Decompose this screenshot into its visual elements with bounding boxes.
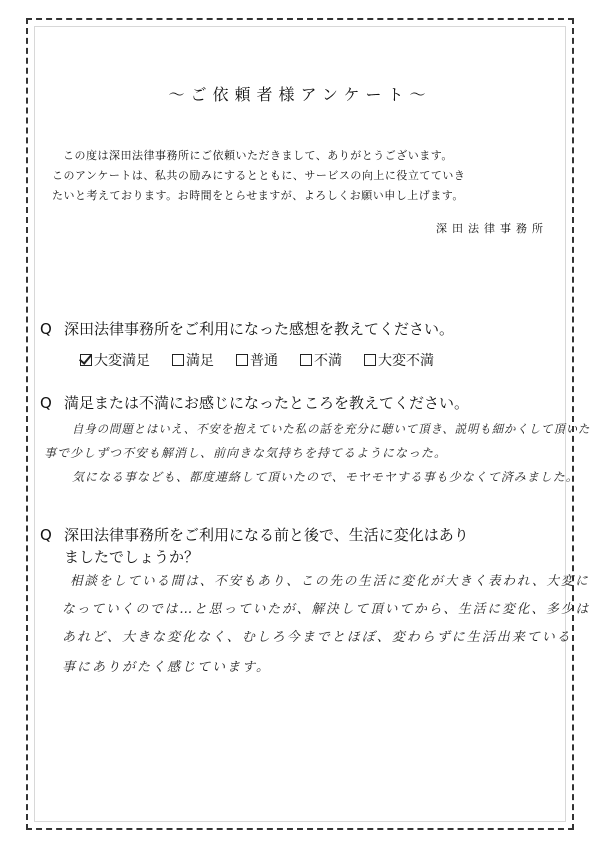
choice-label: 満足 [186, 353, 214, 369]
checkbox[interactable] [364, 354, 376, 366]
q-mark: Q [40, 320, 52, 338]
question-2 [40, 392, 570, 414]
question-3-text-line-2: ましたでしょうか？ [64, 548, 200, 566]
choice-very-dissatisfied[interactable] [364, 350, 434, 370]
choice-label: 不満 [314, 353, 342, 369]
choice-very-satisfied[interactable] [80, 350, 150, 370]
handwritten-answer-3-line-3: あれど、大きな変化なく、むしろ今までとほぼ、変わらずに生活出来ている [62, 630, 572, 645]
question-3 [40, 524, 570, 568]
choice-label: 大変不満 [378, 353, 434, 369]
choice-label: 普通 [250, 353, 278, 369]
choice-dissatisfied[interactable] [300, 350, 342, 370]
intro-paragraph [52, 146, 552, 206]
checkbox[interactable] [300, 354, 312, 366]
handwritten-answer-2-line-2: 事で少しずつ不安も解消し、前向きな気持ちを持てるようになった。 [44, 446, 448, 460]
question-3-text-line-1: 深田法律事務所をご利用になる前と後で、生活に変化はあり [64, 526, 469, 544]
question-2-text: 満足または不満にお感じになったところを教えてください。 [64, 394, 470, 412]
q-mark: Q [40, 394, 52, 412]
q-mark: Q [40, 526, 52, 544]
intro-line-1: この度は深田法律事務所にご依頼いただきまして、ありがとうございます。 [63, 149, 453, 162]
handwritten-answer-3-line-1: 相談をしている間は、不安もあり、この先の生活に変化が大きく表われ、大変に [70, 574, 590, 589]
question-1 [40, 318, 570, 340]
handwritten-answer-2-line-1: 自身の問題とはいえ、不安を抱えていた私の話を充分に聴いて頂き、説明も細かくして頂いた [72, 422, 591, 436]
handwritten-answer-2-line-3: 気になる事なども、都度連絡して頂いたので、モヤモヤする事も少なくて済みました。 [72, 470, 579, 484]
intro-line-3: たいと考えております。お時間をとらせますが、よろしくお願い申し上げます。 [52, 189, 464, 202]
satisfaction-choices [80, 350, 560, 370]
checkbox-checked[interactable] [80, 354, 92, 366]
question-1-text: 深田法律事務所をご利用になった感想を教えてください。 [64, 320, 455, 338]
firm-name: 深田法律事務所 [436, 222, 548, 235]
handwritten-answer-3-line-2: なっていくのでは…と思っていたが、解決して頂いてから、生活に変化、多少は [62, 602, 591, 617]
choice-satisfied[interactable] [172, 350, 214, 370]
checkbox[interactable] [172, 354, 184, 366]
choice-neutral[interactable] [236, 350, 278, 370]
handwritten-answer-3-line-4: 事にありがたく感じています。 [62, 660, 271, 675]
intro-line-2: このアンケートは、私共の励みにするとともに、サービスの向上に役立てていき [52, 169, 466, 182]
checkbox[interactable] [236, 354, 248, 366]
choice-label: 大変満足 [94, 353, 150, 369]
survey-title: ～ご依頼者様アンケート～ [168, 85, 432, 104]
